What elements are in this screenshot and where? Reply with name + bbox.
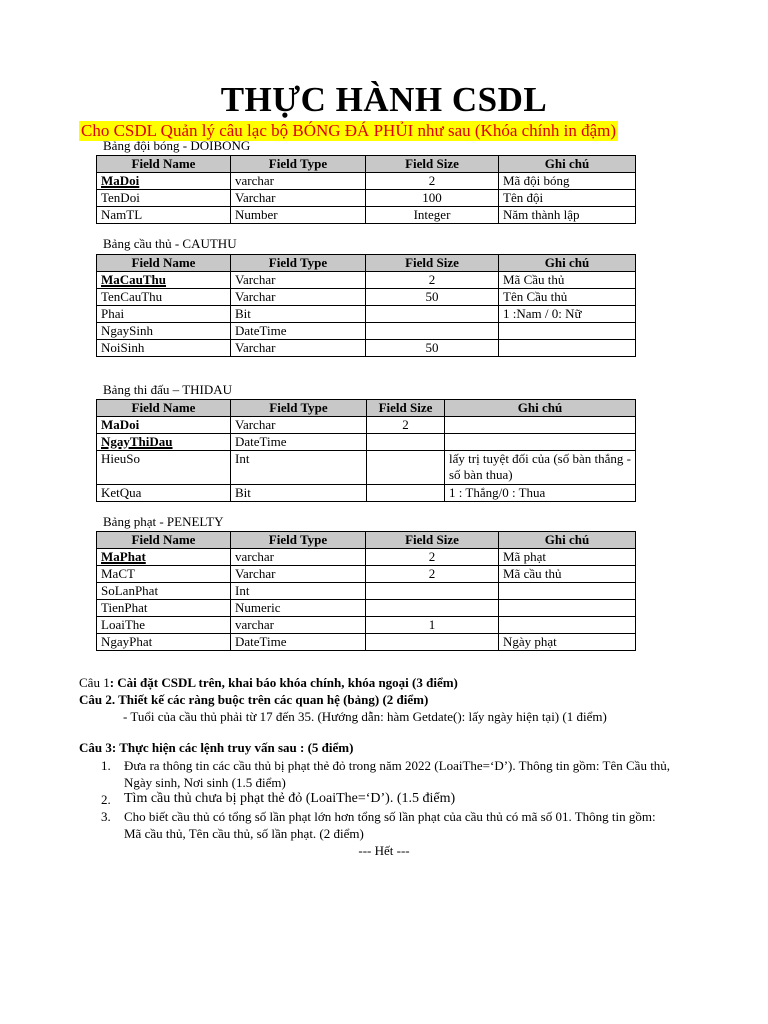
- table-row: [97, 306, 636, 323]
- table-row: [97, 272, 636, 289]
- cell-field-name: MaCauThu: [97, 272, 231, 289]
- table-header-row: [97, 156, 636, 173]
- table-doibong: [96, 155, 636, 224]
- cell-field-size: [367, 451, 445, 485]
- cell-field-type: varchar: [231, 173, 366, 190]
- cell-field-name: NgayPhat: [97, 634, 231, 651]
- cell-field-size: 50: [366, 289, 499, 306]
- cell-field-size: 1: [366, 617, 499, 634]
- cell-field-name: MaDoi: [97, 173, 231, 190]
- table-row: [97, 340, 636, 357]
- table-header-row: [97, 255, 636, 272]
- table-row: [97, 190, 636, 207]
- table-row: [97, 289, 636, 306]
- cell-field-type: DateTime: [231, 323, 366, 340]
- header-note: Ghi chú: [499, 255, 636, 272]
- cell-field-name: TenCauThu: [97, 289, 231, 306]
- table-row: [97, 617, 636, 634]
- cell-field-size: [366, 306, 499, 323]
- cell-field-name: KetQua: [97, 485, 231, 502]
- cell-note: [499, 340, 636, 357]
- header-field-name: Field Name: [97, 532, 231, 549]
- cell-field-type: Varchar: [231, 190, 366, 207]
- table-header-row: [97, 532, 636, 549]
- header-field-name: Field Name: [97, 156, 231, 173]
- query-item-3: Cho biết cầu thủ có tổng số lần phạt lớn hơn tổng số lần phạt của cầu thủ có mã số 01. Thông tin gồm: Mã cầu thủ, Tên cầu thủ, số lần phạt. (2 điểm): [124, 809, 656, 841]
- cell-field-type: DateTime: [231, 434, 367, 451]
- cell-field-size: Integer: [366, 207, 499, 224]
- cell-field-size: 100: [366, 190, 499, 207]
- page-title: THỰC HÀNH CSDL: [220, 80, 548, 119]
- item-number: 1.: [101, 758, 111, 773]
- table-caption-cauthu: Bảng cầu thủ - CAUTHU: [103, 236, 237, 251]
- table-row: [97, 634, 636, 651]
- item-number: 3.: [101, 809, 111, 824]
- cell-note: 1 :Nam / 0: Nữ: [499, 306, 636, 323]
- table-row: [97, 451, 636, 485]
- cell-note: [499, 600, 636, 617]
- header-field-name: Field Name: [97, 255, 231, 272]
- cell-field-size: [366, 583, 499, 600]
- header-field-size: Field Size: [366, 255, 499, 272]
- question-3: Câu 3: Thực hiện các lệnh truy vấn sau : (5 điểm): [79, 740, 354, 755]
- cell-field-type: Bit: [231, 306, 366, 323]
- cell-field-type: Varchar: [231, 289, 366, 306]
- table-row: [97, 566, 636, 583]
- header-field-size: Field Size: [366, 156, 499, 173]
- question-1: [79, 674, 458, 691]
- table-cauthu: [96, 254, 636, 357]
- cell-field-type: Varchar: [231, 566, 366, 583]
- header-field-type: Field Type: [231, 532, 366, 549]
- header-field-type: Field Type: [231, 400, 367, 417]
- cell-note: [499, 617, 636, 634]
- table-row: [97, 207, 636, 224]
- cell-field-size: 2: [366, 173, 499, 190]
- cell-field-type: varchar: [231, 549, 366, 566]
- header-field-size: Field Size: [367, 400, 445, 417]
- cell-field-name: MaCT: [97, 566, 231, 583]
- table-header-row: [97, 400, 636, 417]
- question-1-text: : Cài đặt CSDL trên, khai báo khóa chính, khóa ngoại (3 điểm): [109, 675, 458, 690]
- table-caption-thidau: Bảng thi đấu – THIDAU: [103, 382, 233, 397]
- intro-highlight: Cho CSDL Quản lý câu lạc bộ BÓNG ĐÁ PHỦI như sau (Khóa chính in đậm): [81, 121, 617, 140]
- cell-note: [499, 583, 636, 600]
- cell-note: Tên Cầu thủ: [499, 289, 636, 306]
- question-2-sub: - Tuổi của cầu thủ phải từ 17 đến 35. (Hướng dẫn: hàm Getdate(): lấy ngày hiện tại) (1 điểm): [123, 709, 607, 724]
- header-note: Ghi chú: [499, 532, 636, 549]
- cell-field-name: Phai: [97, 306, 231, 323]
- table-row: [97, 485, 636, 502]
- cell-note: [499, 323, 636, 340]
- cell-note: Mã Cầu thủ: [499, 272, 636, 289]
- cell-note: Mã đội bóng: [499, 173, 636, 190]
- cell-field-name: NgayThiDau: [97, 434, 231, 451]
- cell-note: [445, 417, 636, 434]
- end-marker: --- Hết ---: [358, 843, 410, 858]
- table-row: [97, 583, 636, 600]
- header-note: Ghi chú: [499, 156, 636, 173]
- cell-field-name: TenDoi: [97, 190, 231, 207]
- cell-note: Tên đội: [499, 190, 636, 207]
- cell-note: Năm thành lập: [499, 207, 636, 224]
- cell-field-type: Varchar: [231, 340, 366, 357]
- cell-field-type: Numeric: [231, 600, 366, 617]
- cell-field-type: DateTime: [231, 634, 366, 651]
- cell-field-type: Number: [231, 207, 366, 224]
- cell-field-name: HieuSo: [97, 451, 231, 485]
- table-row: [97, 549, 636, 566]
- table-row: [97, 417, 636, 434]
- cell-field-size: [367, 434, 445, 451]
- query-item-2: Tìm cầu thủ chưa bị phạt thẻ đỏ (LoaiThe=‘D’). (1.5 điểm): [124, 791, 456, 806]
- cell-field-name: NoiSinh: [97, 340, 231, 357]
- cell-note: lấy trị tuyệt đối của (số bàn thắng - số bàn thua): [445, 451, 636, 485]
- cell-field-size: 2: [366, 272, 499, 289]
- cell-note: Ngày phạt: [499, 634, 636, 651]
- cell-field-size: 2: [366, 566, 499, 583]
- cell-field-type: Bit: [231, 485, 367, 502]
- table-penelty: [96, 531, 636, 651]
- table-row: [97, 323, 636, 340]
- cell-note: Mã phạt: [499, 549, 636, 566]
- header-field-name: Field Name: [97, 400, 231, 417]
- cell-field-name: SoLanPhat: [97, 583, 231, 600]
- cell-field-size: [366, 600, 499, 617]
- cell-field-type: Varchar: [231, 417, 367, 434]
- cell-note: [445, 434, 636, 451]
- header-field-type: Field Type: [231, 255, 366, 272]
- question-2: Câu 2. Thiết kế các ràng buộc trên các quan hệ (bảng) (2 điểm): [79, 692, 429, 707]
- header-field-type: Field Type: [231, 156, 366, 173]
- table-row: [97, 434, 636, 451]
- table-caption-penelty: Bảng phạt - PENELTY: [103, 514, 224, 529]
- cell-field-type: Varchar: [231, 272, 366, 289]
- cell-note: 1 : Thắng/0 : Thua: [445, 485, 636, 502]
- cell-field-type: Int: [231, 583, 366, 600]
- cell-field-name: TienPhat: [97, 600, 231, 617]
- query-item-1: Đưa ra thông tin các cầu thủ bị phạt thẻ đỏ trong năm 2022 (LoaiThe=‘D’). Thông tin gồm: Tên Cầu thủ, Ngày sinh, Nơi sinh (1.5 điểm): [124, 758, 671, 790]
- cell-field-size: 2: [367, 417, 445, 434]
- cell-field-name: MaDoi: [97, 417, 231, 434]
- cell-field-size: [367, 485, 445, 502]
- cell-field-size: [366, 634, 499, 651]
- cell-note: Mã cầu thủ: [499, 566, 636, 583]
- cell-field-name: NamTL: [97, 207, 231, 224]
- table-row: [97, 600, 636, 617]
- cell-field-name: MaPhat: [97, 549, 231, 566]
- header-field-size: Field Size: [366, 532, 499, 549]
- cell-field-size: 2: [366, 549, 499, 566]
- cell-field-size: [366, 323, 499, 340]
- cell-field-size: 50: [366, 340, 499, 357]
- table-row: [97, 173, 636, 190]
- cell-field-type: varchar: [231, 617, 366, 634]
- cell-field-name: NgaySinh: [97, 323, 231, 340]
- header-note: Ghi chú: [445, 400, 636, 417]
- question-1-label: Câu 1: [79, 675, 110, 690]
- table-thidau: [96, 399, 636, 502]
- item-number: 2.: [101, 792, 111, 807]
- table-caption-doibong: Bảng đội bóng - DOIBONG: [103, 138, 251, 153]
- cell-field-name: LoaiThe: [97, 617, 231, 634]
- cell-field-type: Int: [231, 451, 367, 485]
